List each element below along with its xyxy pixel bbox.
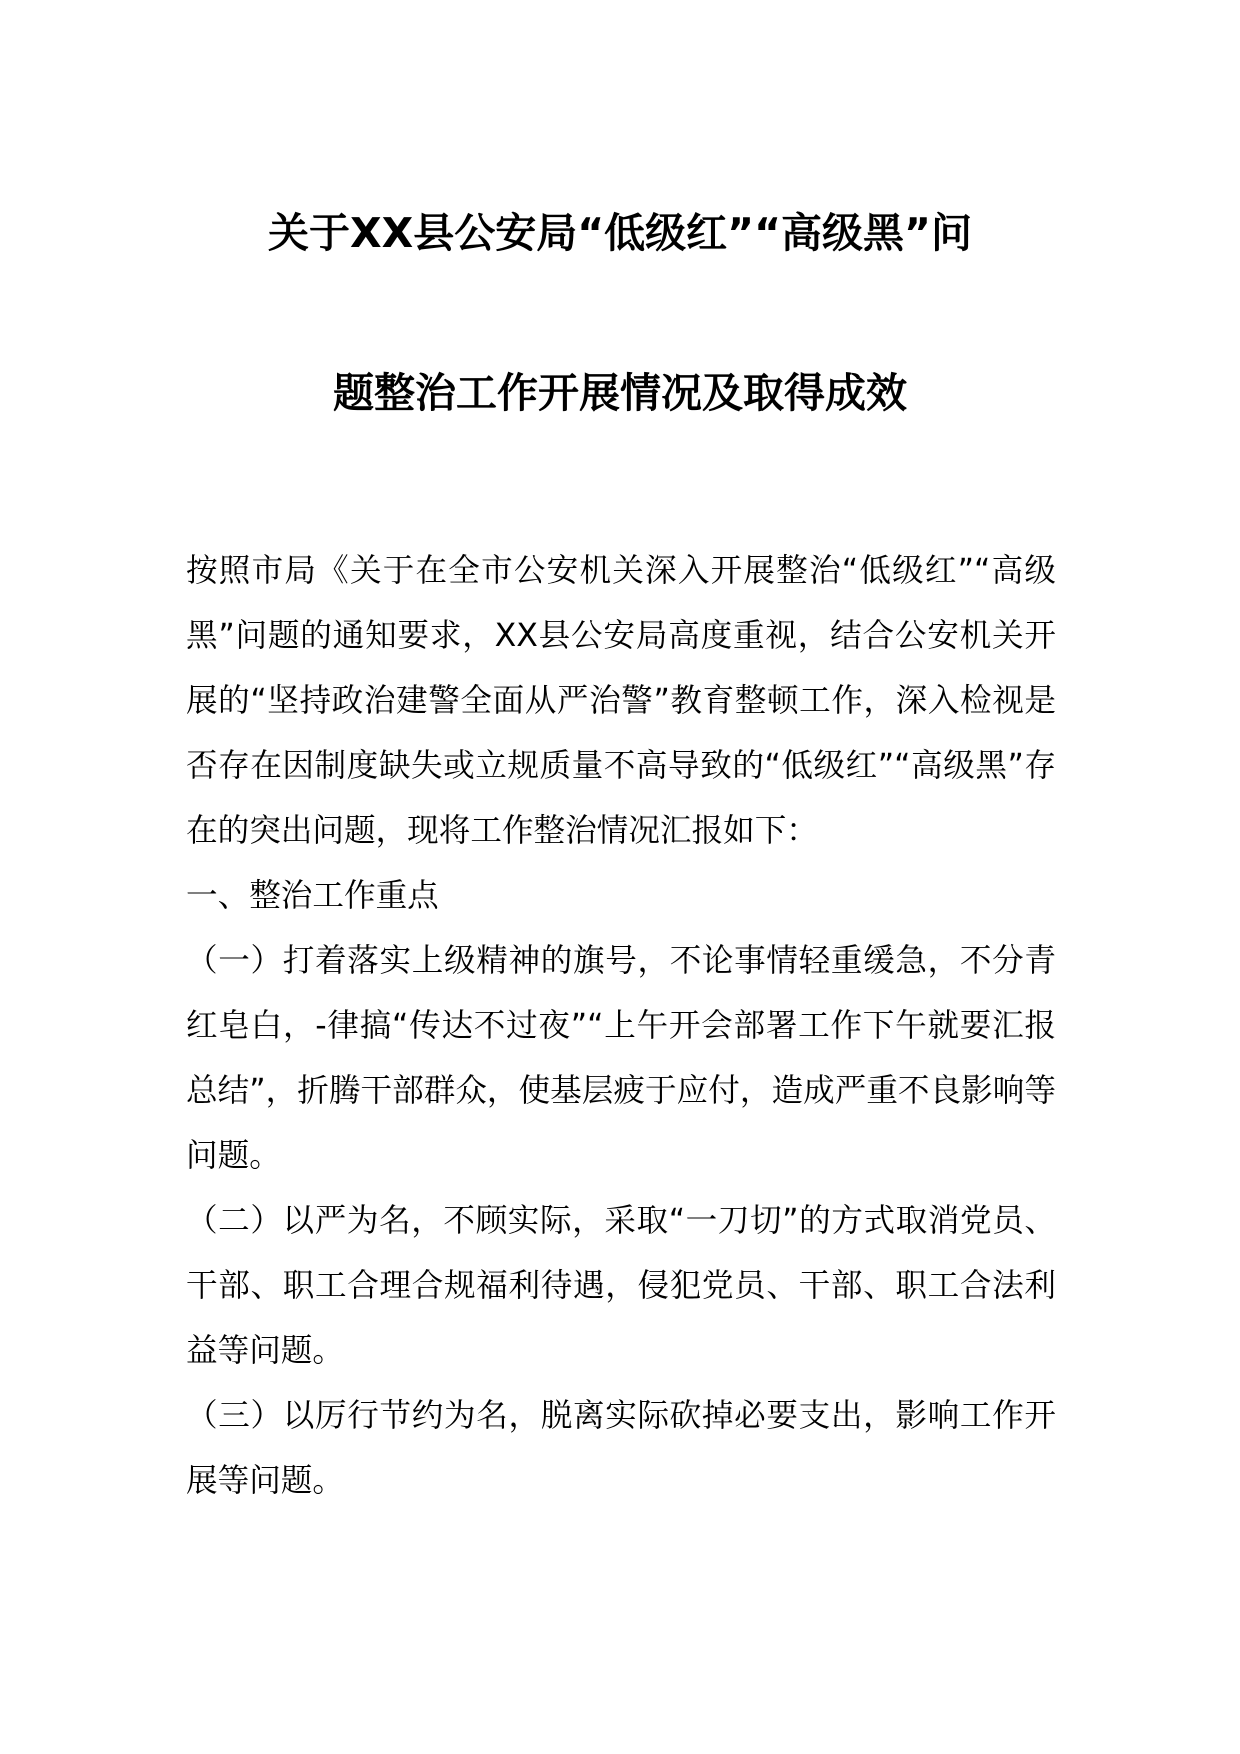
document-title-line-1: 关于XX县公安局“低级红”“高级黑”问 xyxy=(267,209,972,257)
intro-paragraph: 按照市局《关于在全市公安机关深入开展整治“低级红”“高级黑”问题的通知要求，XX县公安局高度重视，结合公安机关开展的“坚持政治建警全面从严治警”教育整顿工作，深入检视是否存在因制度缺失或立规质量不高导致的“低级红”“高级黑”存在的突出问题，现将工作整治情况汇报如下： xyxy=(186,553,1056,849)
section-heading: 一、整治工作重点 xyxy=(186,878,439,914)
list-item-3: （三）以厉行节约为名，脱离实际砍掉必要支出，影响工作开展等问题。 xyxy=(186,1398,1056,1499)
list-item-2: （二）以严为名，不顾实际，采取“一刀切”的方式取消党员、干部、职工合理合规福利待遇，侵犯党员、干部、职工合法利益等问题。 xyxy=(186,1203,1056,1369)
document-body xyxy=(186,539,1056,1514)
list-item-1: （一）打着落实上级精神的旗号，不论事情轻重缓急，不分青红皂白，-律搞“传达不过夜”“上午开会部署工作下午就要汇报总结”，折腾干部群众，使基层疲于应付，造成严重不良影响等问题。 xyxy=(186,943,1056,1174)
document-title-line-2: 题整治工作开展情况及取得成效 xyxy=(333,369,907,417)
